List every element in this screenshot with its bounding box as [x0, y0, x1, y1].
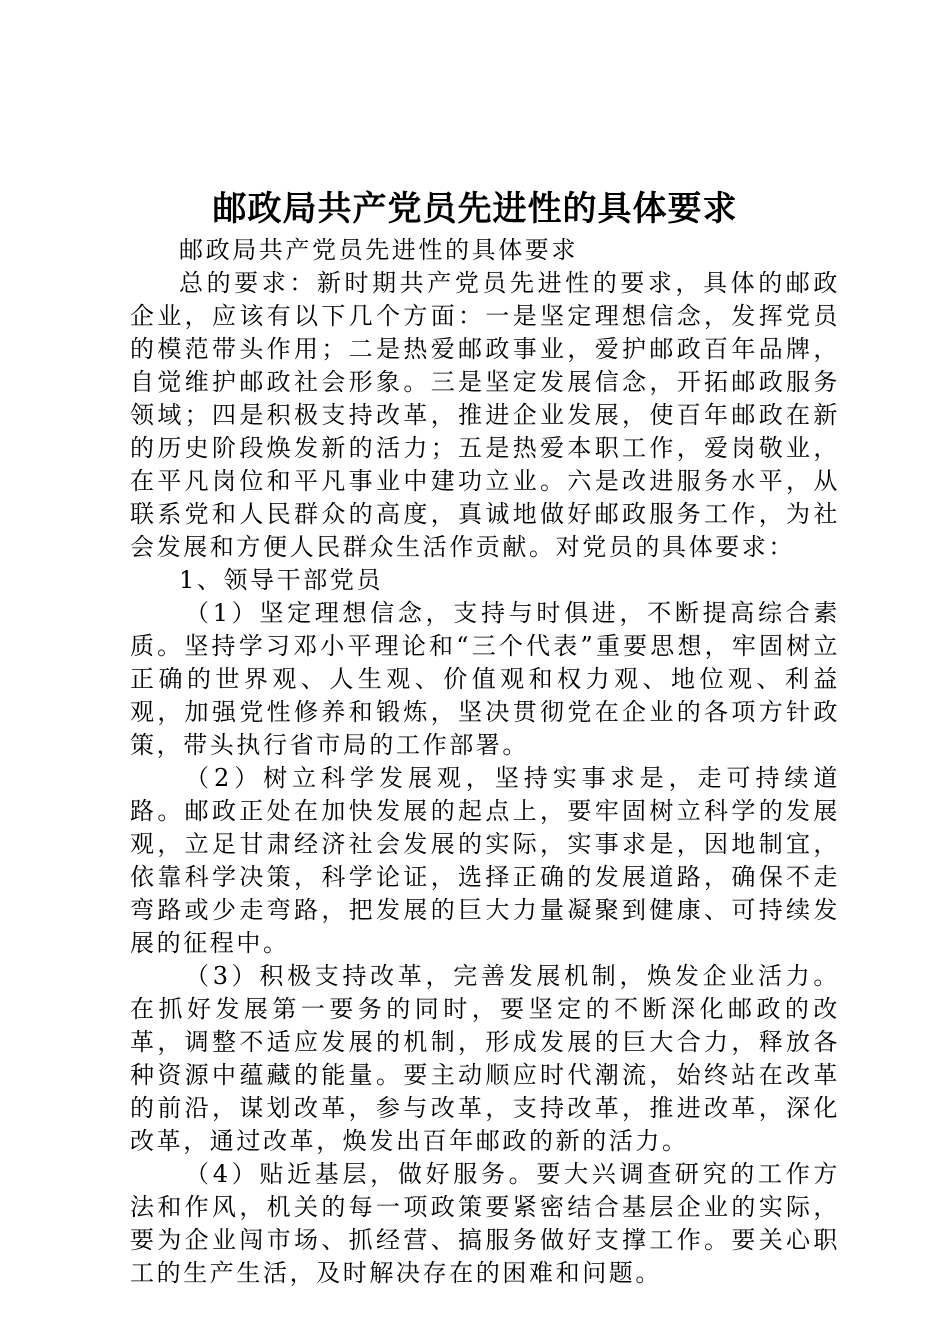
item-3-paragraph: （3）积极支持改革，完善发展机制，焕发企业活力。在抓好发展第一要务的同时，要坚定的不断深化邮政的改革，调整不适应发展的机制，形成发展的巨大合力，释放各种资源中蕴藏的能量。要主动顺应时代潮流，始终站在改革的前沿，谋划改革，参与改革，支持改革，推进改革，深化改革，通过改革，焕发出百年邮政的新的活力。 — [130, 962, 840, 1155]
general-requirements-paragraph: 总的要求：新时期共产党员先进性的要求，具体的邮政企业，应该有以下几个方面：一是坚定理想信念，发挥党员的模范带头作用；二是热爱邮政事业，爱护邮政百年品牌，自觉维护邮政社会形象。三是坚定发展信念，开拓邮政服务领域；四是积极支持改革，推进企业发展，使百年邮政在新的历史阶段焕发新的活力；五是热爱本职工作，爱岗敬业，在平凡岗位和平凡事业中建功立业。六是改进服务水平，从联系党和人民群众的高度，真诚地做好邮政服务工作，为社会发展和方便人民群众生活作贡献。对党员的具体要求： — [130, 269, 840, 561]
item-1-paragraph: （1）坚定理想信念，支持与时俱进，不断提高综合素质。坚持学习邓小平理论和“三个代表”重要思想，牢固树立正确的世界观、人生观、价值观和权力观、地位观、利益观，加强党性修养和锻炼，坚决贯彻党在企业的各项方针政策，带头执行省市局的工作部署。 — [130, 599, 840, 759]
document-title: 邮政局共产党员先进性的具体要求 — [212, 189, 738, 229]
document-body — [130, 234, 840, 1290]
section-heading-leaders: 1、领导干部党员 — [179, 566, 384, 594]
item-4-paragraph: （4）贴近基层，做好服务。要大兴调查研究的工作方法和作风，机关的每一项政策要紧密结合基层企业的实际，要为企业闯市场、抓经营、搞服务做好支撑工作。要关心职工的生产生活，及时解决存在的困难和问题。 — [130, 1160, 840, 1287]
subtitle-paragraph: 邮政局共产党员先进性的具体要求 — [179, 236, 578, 264]
item-2-paragraph: （2）树立科学发展观，坚持实事求是，走可持续道路。邮政正处在加快发展的起点上，要牢固树立科学的发展观，立足甘肃经济社会发展的实际，实事求是，因地制宜，依靠科学决策，科学论证，选择正确的发展道路，确保不走弯路或少走弯路，把发展的巨大力量凝聚到健康、可持续发展的征程中。 — [130, 764, 840, 957]
